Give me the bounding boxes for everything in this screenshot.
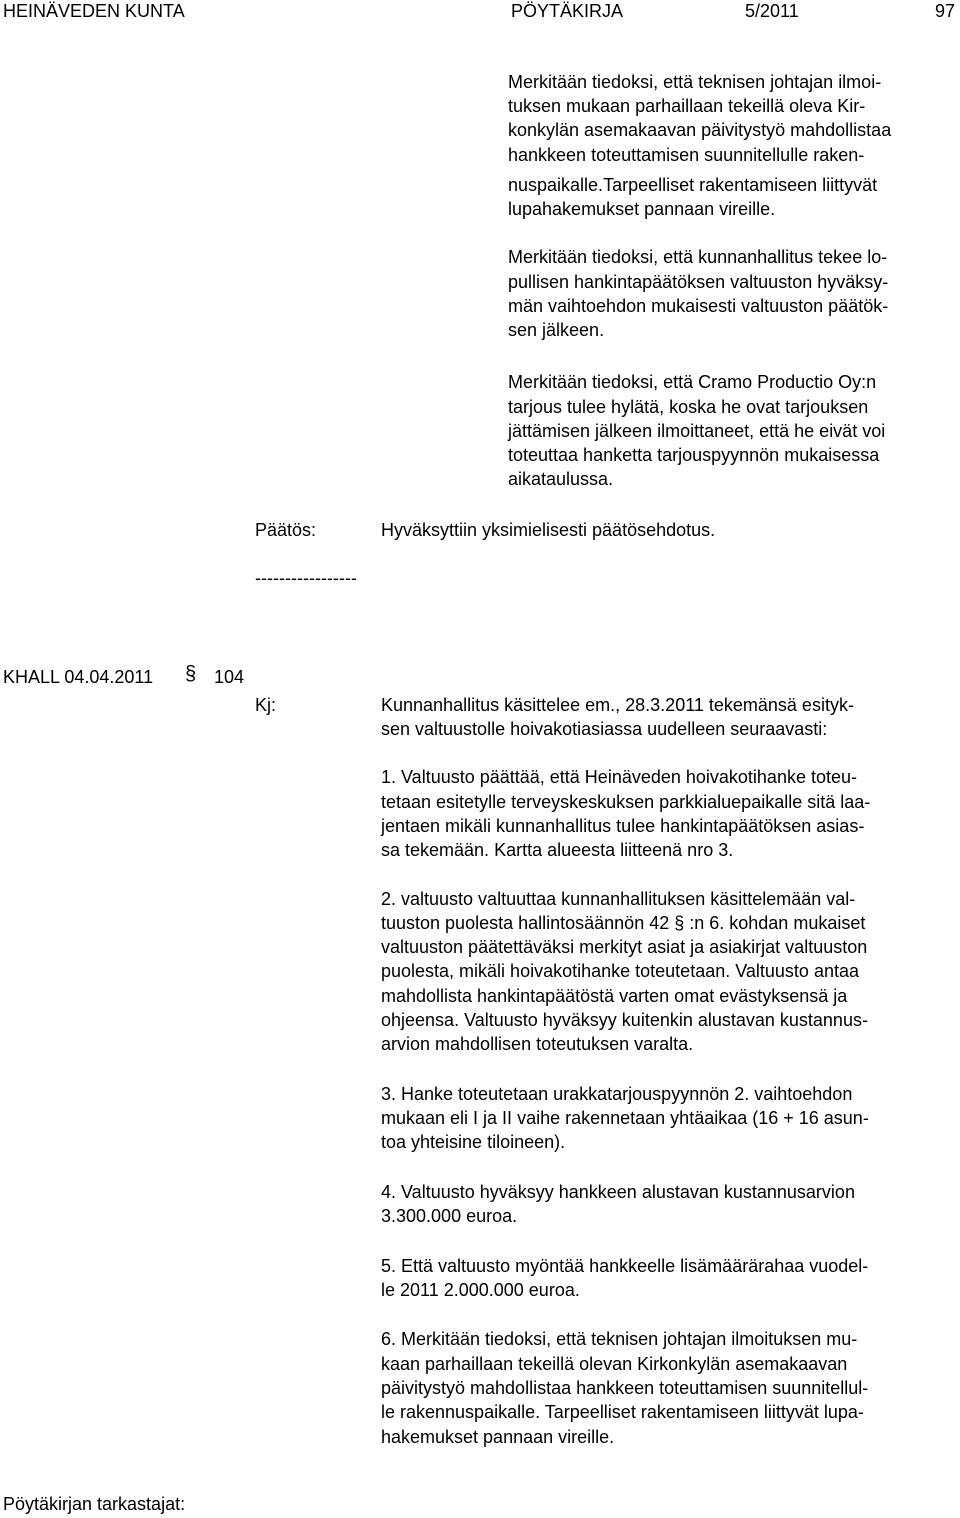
text-line: le rakennuspaikalle. Tarpeelliset rakentamiseen liittyvät lupa- <box>381 1402 864 1422</box>
section-symbol: § <box>185 663 197 685</box>
text-line: mukaan eli I ja II vaihe rakennetaan yhtäaikaa (16 + 16 asun- <box>381 1108 869 1128</box>
text-line: 3. Hanke toteutetaan urakkatarjouspyynnön 2. vaihtoehdon <box>381 1084 853 1104</box>
text-line: tarjous tulee hylätä, koska he ovat tarjouksen <box>508 397 869 417</box>
kj-label: Kj: <box>255 695 277 715</box>
text-line: Kunnanhallitus käsittelee em., 28.3.2011 tekemänsä esityk- <box>381 695 854 715</box>
text-line: 3.300.000 euroa. <box>381 1206 518 1226</box>
text-line: 4. Valtuusto hyväksyy hankkeen alustavan kustannusarvion <box>381 1182 855 1202</box>
document-type: PÖYTÄKIRJA <box>511 1 624 21</box>
text-line: jättämisen jälkeen ilmoittaneet, että he eivät voi <box>508 421 886 441</box>
text-line: arvion mahdollisen toteutuksen varalta. <box>381 1034 694 1054</box>
text-line: nuspaikalle.Tarpeelliset rakentamiseen liittyvät <box>508 175 878 195</box>
section-separator: ----------------- <box>255 568 357 588</box>
issue-number: 5/2011 <box>745 1 799 21</box>
text-line: lupahakemukset pannaan vireille. <box>508 199 776 219</box>
text-line: pullisen hankintapäätöksen valtuuston hyväksy- <box>508 272 889 292</box>
text-line: Merkitään tiedoksi, että kunnanhallitus tekee lo- <box>508 247 888 267</box>
page-number: 97 <box>935 1 956 21</box>
text-line: valtuuston päätettäväksi merkityt asiat ja asiakirjat valtuuston <box>381 937 868 957</box>
text-line: jentaen mikäli kunnanhallitus tulee hankintapäätöksen asias- <box>381 816 865 836</box>
text-line: kaan parhaillaan tekeillä olevan Kirkonkylän asemakaavan <box>381 1354 848 1374</box>
text-line: toa yhteisine tiloineen). <box>381 1132 566 1152</box>
decision-text: Hyväksyttiin yksimielisesti päätösehdotus. <box>381 520 716 540</box>
text-line: Merkitään tiedoksi, että Cramo Productio Oy:n <box>508 372 877 392</box>
text-line: män vaihtoehdon mukaisesti valtuuston päätök- <box>508 296 889 316</box>
footer-inspectors-label: Pöytäkirjan tarkastajat: <box>3 1494 186 1514</box>
text-line: toteuttaa hanketta tarjouspyynnön mukaisessa <box>508 445 880 465</box>
text-line: 1. Valtuusto päättää, että Heinäveden hoivakotihanke toteu- <box>381 767 857 787</box>
text-line: tuuston puolesta hallintosäännön 42 § :n 6. kohdan mukaiset <box>381 913 866 933</box>
text-line: päivitystyö mahdollistaa hankkeen toteuttamisen suunnitellul- <box>381 1378 869 1398</box>
text-line: sen jälkeen. <box>508 320 605 340</box>
text-line: Merkitään tiedoksi, että teknisen johtajan ilmoi- <box>508 72 882 92</box>
text-line: sa tekemään. Kartta alueesta liitteenä nro 3. <box>381 840 734 860</box>
text-line: hakemukset pannaan vireille. <box>381 1427 615 1447</box>
text-line: 5. Että valtuusto myöntää hankkeelle lisämäärärahaa vuodel- <box>381 1256 869 1276</box>
text-line: 2. valtuusto valtuuttaa kunnanhallituksen käsittelemään val- <box>381 889 856 909</box>
decision-label: Päätös: <box>255 520 317 540</box>
text-line: aikataulussa. <box>508 469 614 489</box>
text-line: konkylän asemakaavan päivitystyö mahdollistaa <box>508 120 892 140</box>
text-line: tuksen mukaan parhaillaan tekeillä oleva Kir- <box>508 96 866 116</box>
municipality-name: HEINÄVEDEN KUNTA <box>3 1 185 21</box>
text-line: hankkeen toteuttamisen suunnitellulle raken- <box>508 145 865 165</box>
khall-date: KHALL 04.04.2011 <box>3 667 154 687</box>
text-line: mahdollista hankintapäätöstä varten omat evästyksensä ja <box>381 986 848 1006</box>
text-line: sen valtuustolle hoivakotiasiassa uudelleen seuraavasti: <box>381 719 828 739</box>
text-line: ohjeensa. Valtuusto hyväksyy kuitenkin alustavan kustannus- <box>381 1010 868 1030</box>
text-line: tetaan esitetylle terveyskeskuksen parkkialuepaikalle sitä laa- <box>381 792 871 812</box>
text-line: puolesta, mikäli hoivakotihanke toteutetaan. Valtuusto antaa <box>381 961 859 981</box>
text-line: le 2011 2.000.000 euroa. <box>381 1280 580 1300</box>
section-number: 104 <box>214 667 245 687</box>
text-line: 6. Merkitään tiedoksi, että teknisen johtajan ilmoituksen mu- <box>381 1329 858 1349</box>
